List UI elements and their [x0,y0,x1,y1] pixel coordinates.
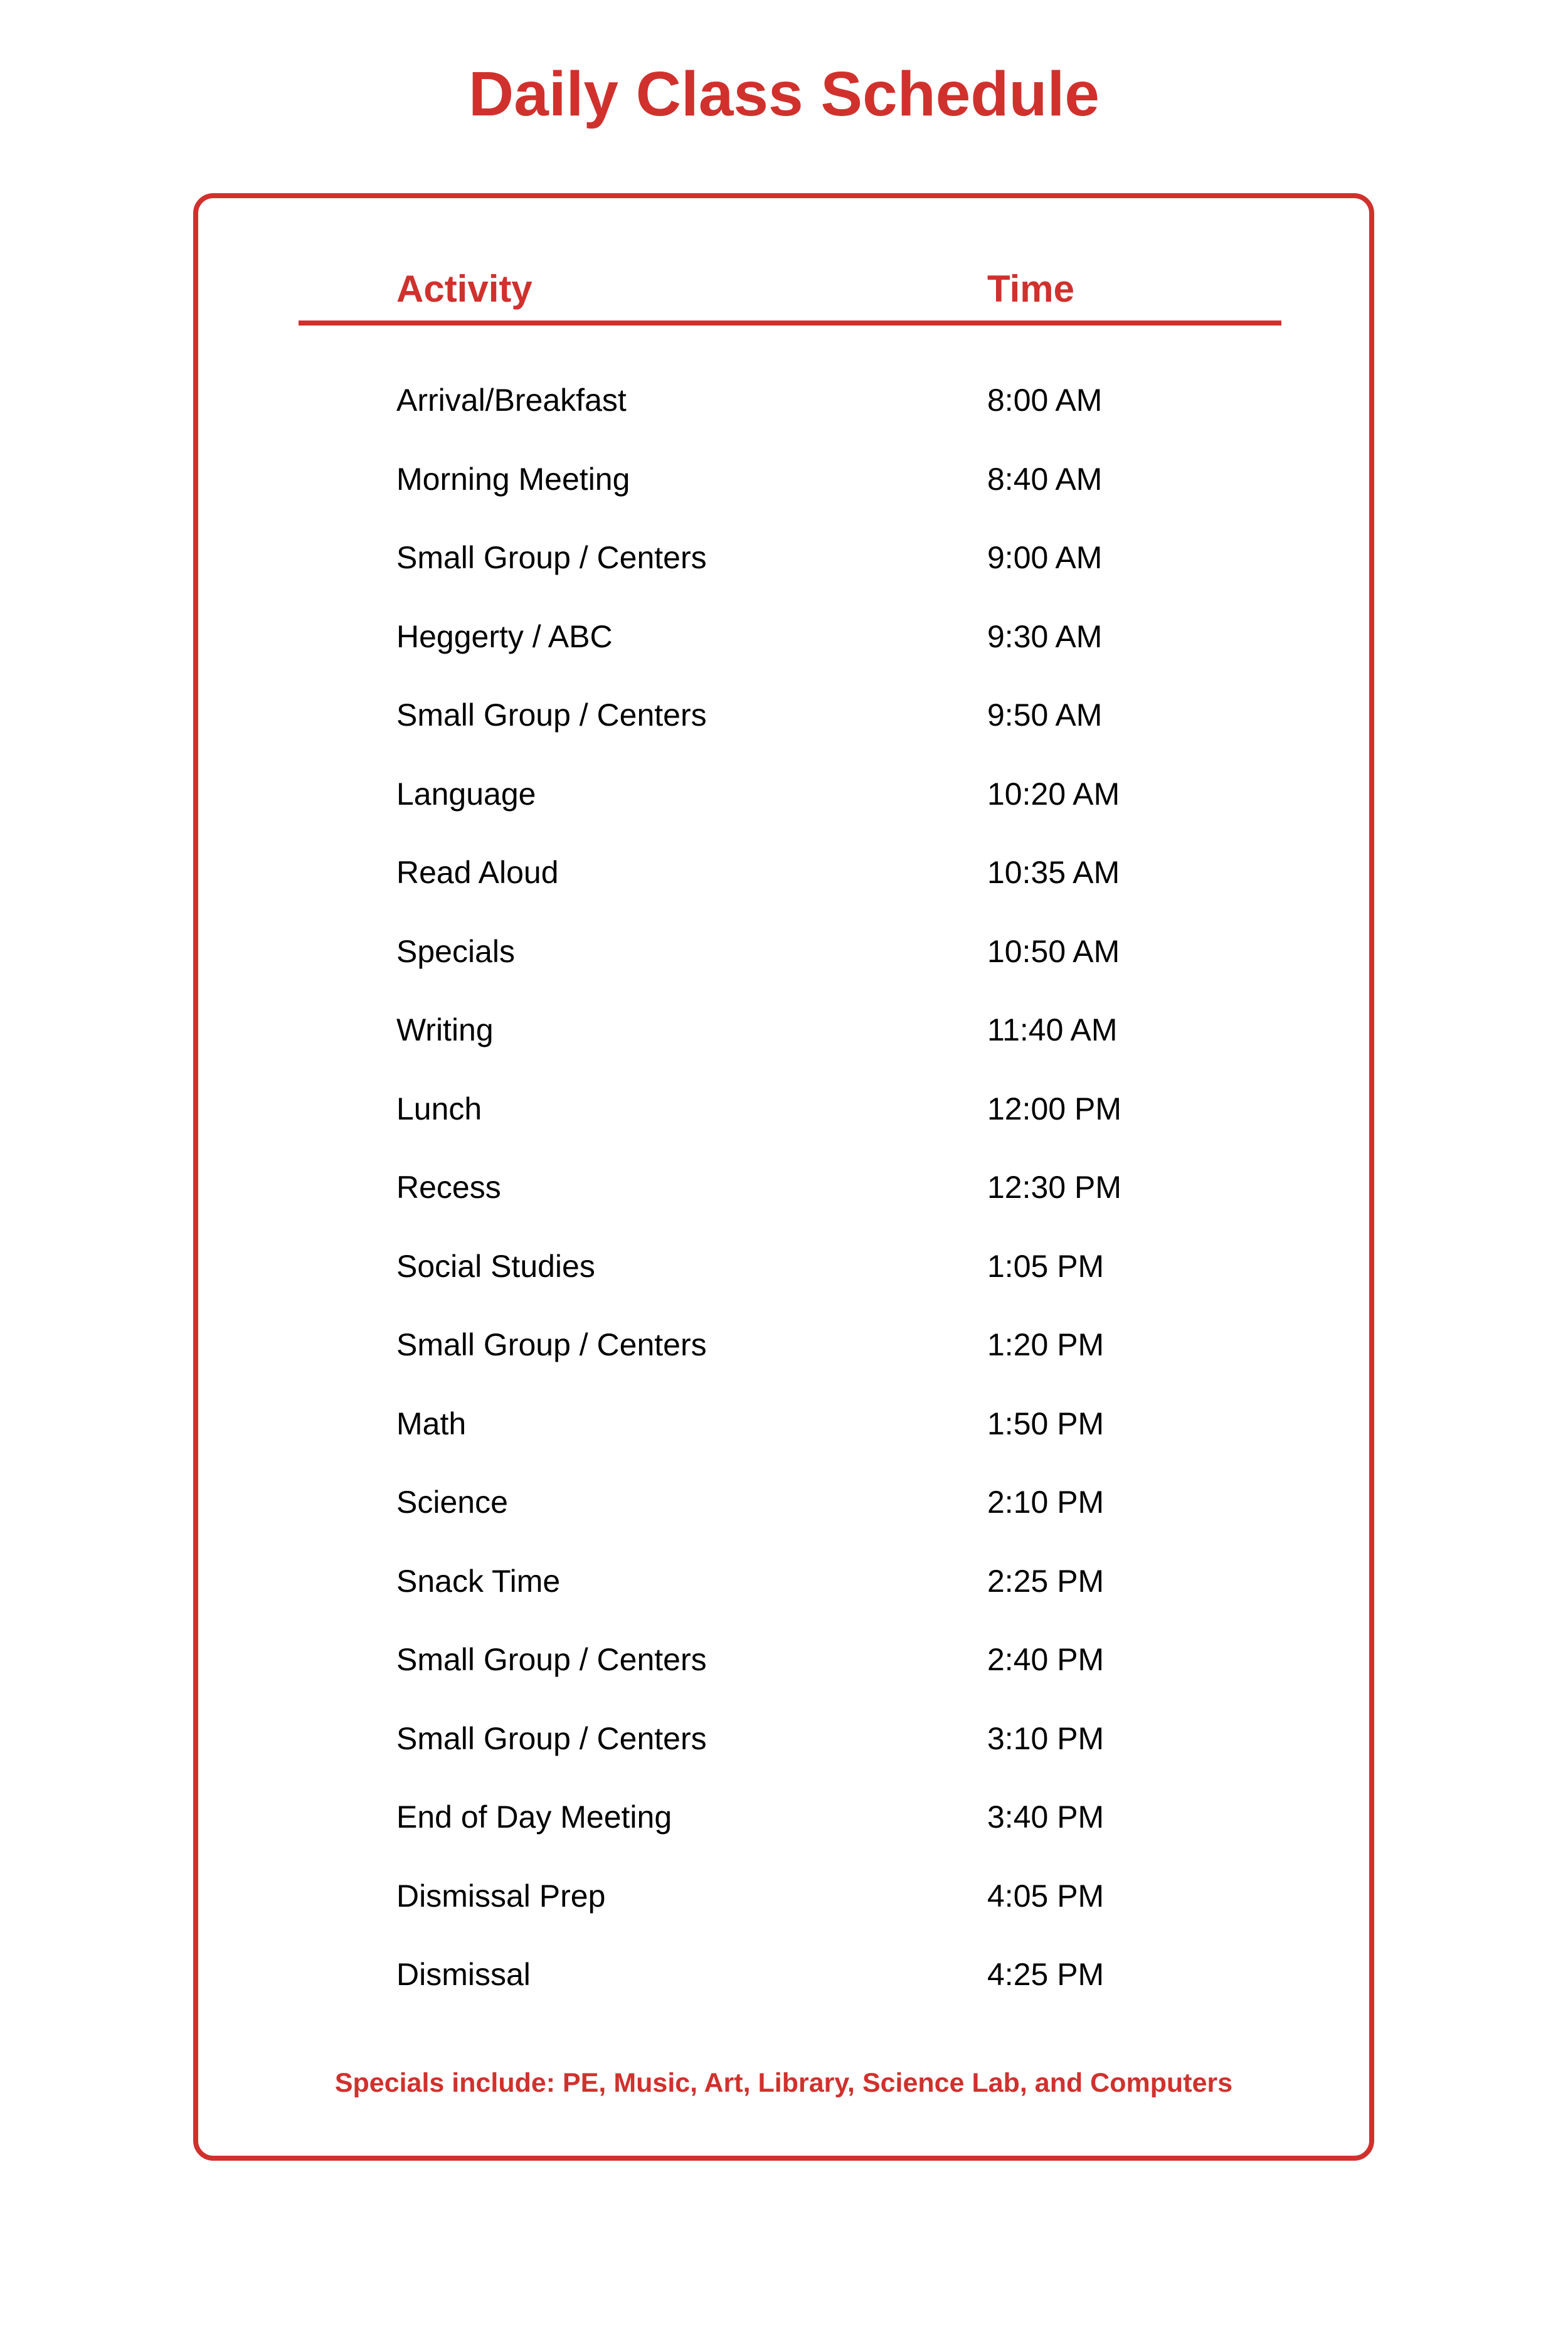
activity-cell: Heggerty / ABC [396,618,613,654]
activity-cell: Arrival/Breakfast [396,383,627,418]
table-row [198,1385,1369,1464]
table-row [198,1542,1369,1621]
activity-cell: Social Studies [396,1248,595,1284]
activity-cell: Snack Time [396,1563,561,1599]
activity-cell: Lunch [396,1091,482,1126]
table-row [198,1148,1369,1227]
time-cell: 4:05 PM [987,1878,1104,1914]
table-row [198,1936,1369,2015]
activity-cell: Small Group / Centers [396,1642,707,1677]
time-cell: 12:30 PM [987,1170,1122,1205]
activity-cell: Math [396,1406,467,1441]
time-cell: 2:40 PM [987,1642,1104,1677]
activity-column-header: Activity [396,268,532,310]
time-column-header: Time [987,268,1074,310]
activity-cell: Recess [396,1170,501,1205]
time-cell: 4:25 PM [987,1957,1104,1992]
schedule-rows [198,361,1369,2015]
table-row [198,1070,1369,1149]
table-row [198,1227,1369,1306]
activity-cell: End of Day Meeting [396,1799,672,1835]
time-cell: 9:00 AM [987,540,1103,575]
table-row [198,755,1369,834]
header-divider [299,320,1281,326]
activity-cell: Morning Meeting [396,461,630,497]
activity-cell: Science [396,1485,508,1520]
table-row [198,1700,1369,1779]
time-cell: 1:20 PM [987,1327,1104,1362]
activity-cell: Specials [396,933,515,969]
table-row [198,991,1369,1070]
specials-footnote: Specials include: PE, Music, Art, Library, Science Lab, and Computers [334,2068,1233,2098]
activity-cell: Language [396,776,536,812]
activity-cell: Small Group / Centers [396,1327,707,1362]
time-cell: 3:10 PM [987,1720,1104,1756]
schedule-card [193,193,1374,2161]
activity-cell: Dismissal Prep [396,1878,606,1914]
activity-cell: Read Aloud [396,855,559,890]
table-row [198,676,1369,755]
time-cell: 1:05 PM [987,1248,1104,1284]
time-cell: 3:40 PM [987,1799,1104,1835]
activity-cell: Small Group / Centers [396,540,707,575]
time-cell: 11:40 AM [987,1012,1118,1047]
table-row [198,834,1369,913]
time-cell: 9:50 AM [987,697,1103,733]
time-cell: 2:10 PM [987,1485,1104,1520]
time-cell: 1:50 PM [987,1406,1104,1441]
activity-cell: Writing [396,1012,494,1047]
time-cell: 8:00 AM [987,383,1103,418]
time-cell: 10:20 AM [987,776,1120,812]
activity-cell: Small Group / Centers [396,1720,707,1756]
table-row [198,519,1369,598]
activity-cell: Dismissal [396,1957,531,1992]
time-cell: 2:25 PM [987,1563,1104,1599]
table-row [198,1463,1369,1542]
table-row [198,1778,1369,1857]
page-title: Daily Class Schedule [468,59,1099,129]
activity-cell: Small Group / Centers [396,697,707,733]
time-cell: 8:40 AM [987,461,1103,497]
time-cell: 9:30 AM [987,618,1103,654]
table-row [198,913,1369,992]
time-cell: 10:35 AM [987,855,1120,890]
time-cell: 12:00 PM [987,1091,1122,1126]
table-row [198,440,1369,519]
time-cell: 10:50 AM [987,933,1120,969]
table-row [198,1857,1369,1936]
table-row [198,1306,1369,1385]
table-row [198,598,1369,677]
table-row [198,1621,1369,1700]
table-row [198,361,1369,440]
